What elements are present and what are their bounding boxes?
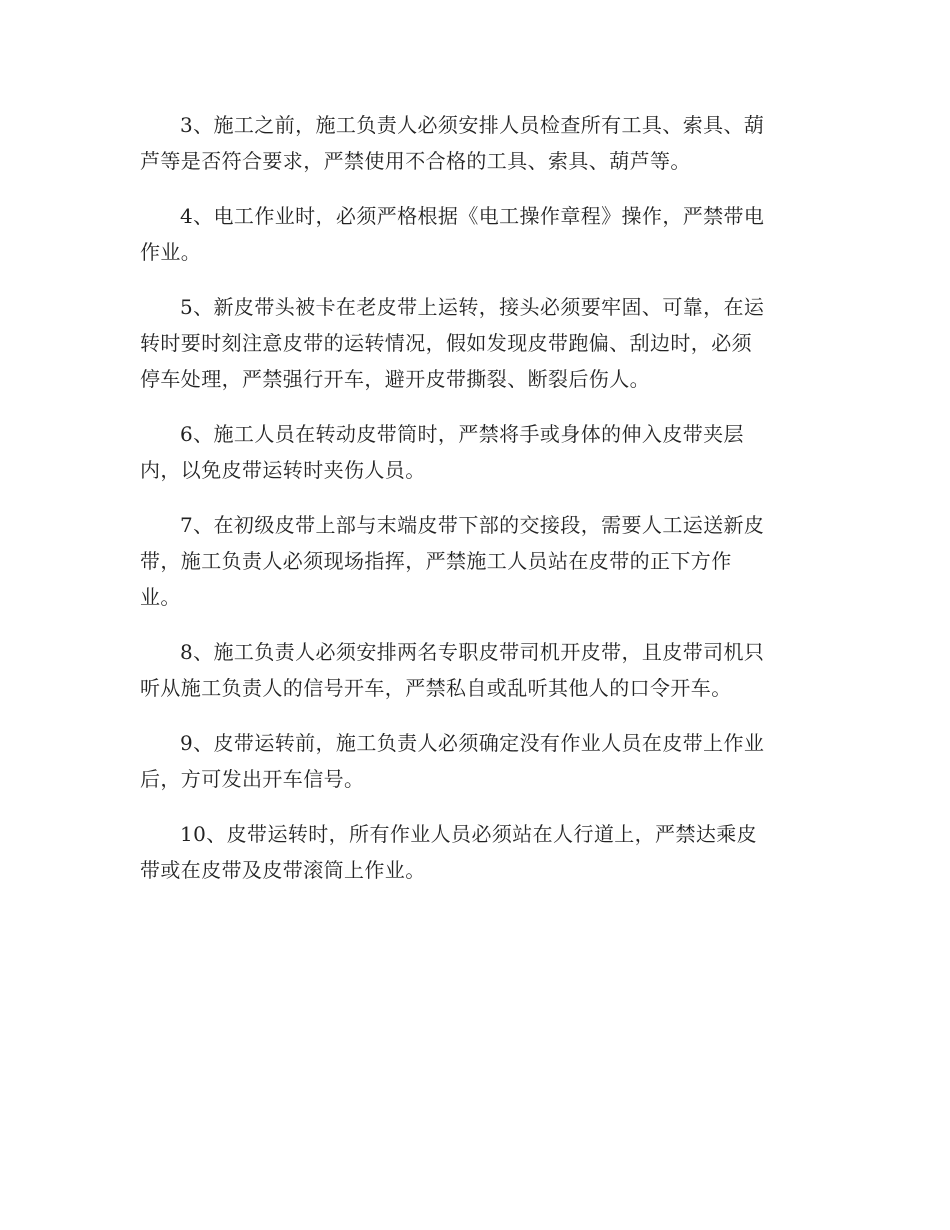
paragraph-line: 后，方可发出开车信号。: [140, 767, 365, 791]
paragraph-line: 芦等是否符合要求，严禁使用不合格的工具、索具、葫芦等。: [140, 149, 691, 173]
paragraph-item-9: [140, 725, 808, 797]
document-body: [140, 107, 808, 907]
paragraph-line: 转时要时刻注意皮带的运转情况，假如发现皮带跑偏、刮边时，必须: [140, 331, 752, 355]
paragraph-line: 业。: [140, 585, 181, 609]
paragraph-item-7: [140, 507, 808, 615]
paragraph-line: 听从施工负责人的信号开车，严禁私自或乱听其他人的口令开车。: [140, 676, 732, 700]
paragraph-item-4: [140, 198, 808, 270]
paragraph-line: 4、电工作业时，必须严格根据《电工操作章程》操作，严禁带电: [180, 204, 765, 228]
paragraph-line: 带，施工负责人必须现场指挥，严禁施工人员站在皮带的正下方作: [140, 549, 732, 573]
paragraph-line: 作业。: [140, 240, 202, 264]
paragraph-line: 5、新皮带头被卡在老皮带上运转，接头必须要牢固、可靠，在运: [180, 295, 765, 319]
paragraph-item-5: [140, 289, 808, 397]
paragraph-line: 8、施工负责人必须安排两名专职皮带司机开皮带，且皮带司机只: [180, 640, 765, 664]
paragraph-line: 带或在皮带及皮带滚筒上作业。: [140, 858, 426, 882]
paragraph-line: 停车处理，严禁强行开车，避开皮带撕裂、断裂后伤人。: [140, 367, 650, 391]
paragraph-line: 6、施工人员在转动皮带筒时，严禁将手或身体的伸入皮带夹层: [180, 422, 744, 446]
paragraph-line: 9、皮带运转前，施工负责人必须确定没有作业人员在皮带上作业: [180, 731, 765, 755]
paragraph-line: 3、施工之前，施工负责人必须安排人员检查所有工具、索具、葫: [180, 113, 765, 137]
paragraph-item-3: [140, 107, 808, 179]
paragraph-line: 内，以免皮带运转时夹伤人员。: [140, 458, 426, 482]
paragraph-item-6: [140, 416, 808, 488]
paragraph-line: 10、皮带运转时，所有作业人员必须站在人行道上，严禁达乘皮: [180, 822, 758, 846]
paragraph-item-8: [140, 634, 808, 706]
paragraph-line: 7、在初级皮带上部与末端皮带下部的交接段，需要人工运送新皮: [180, 513, 765, 537]
paragraph-item-10: [140, 816, 808, 888]
